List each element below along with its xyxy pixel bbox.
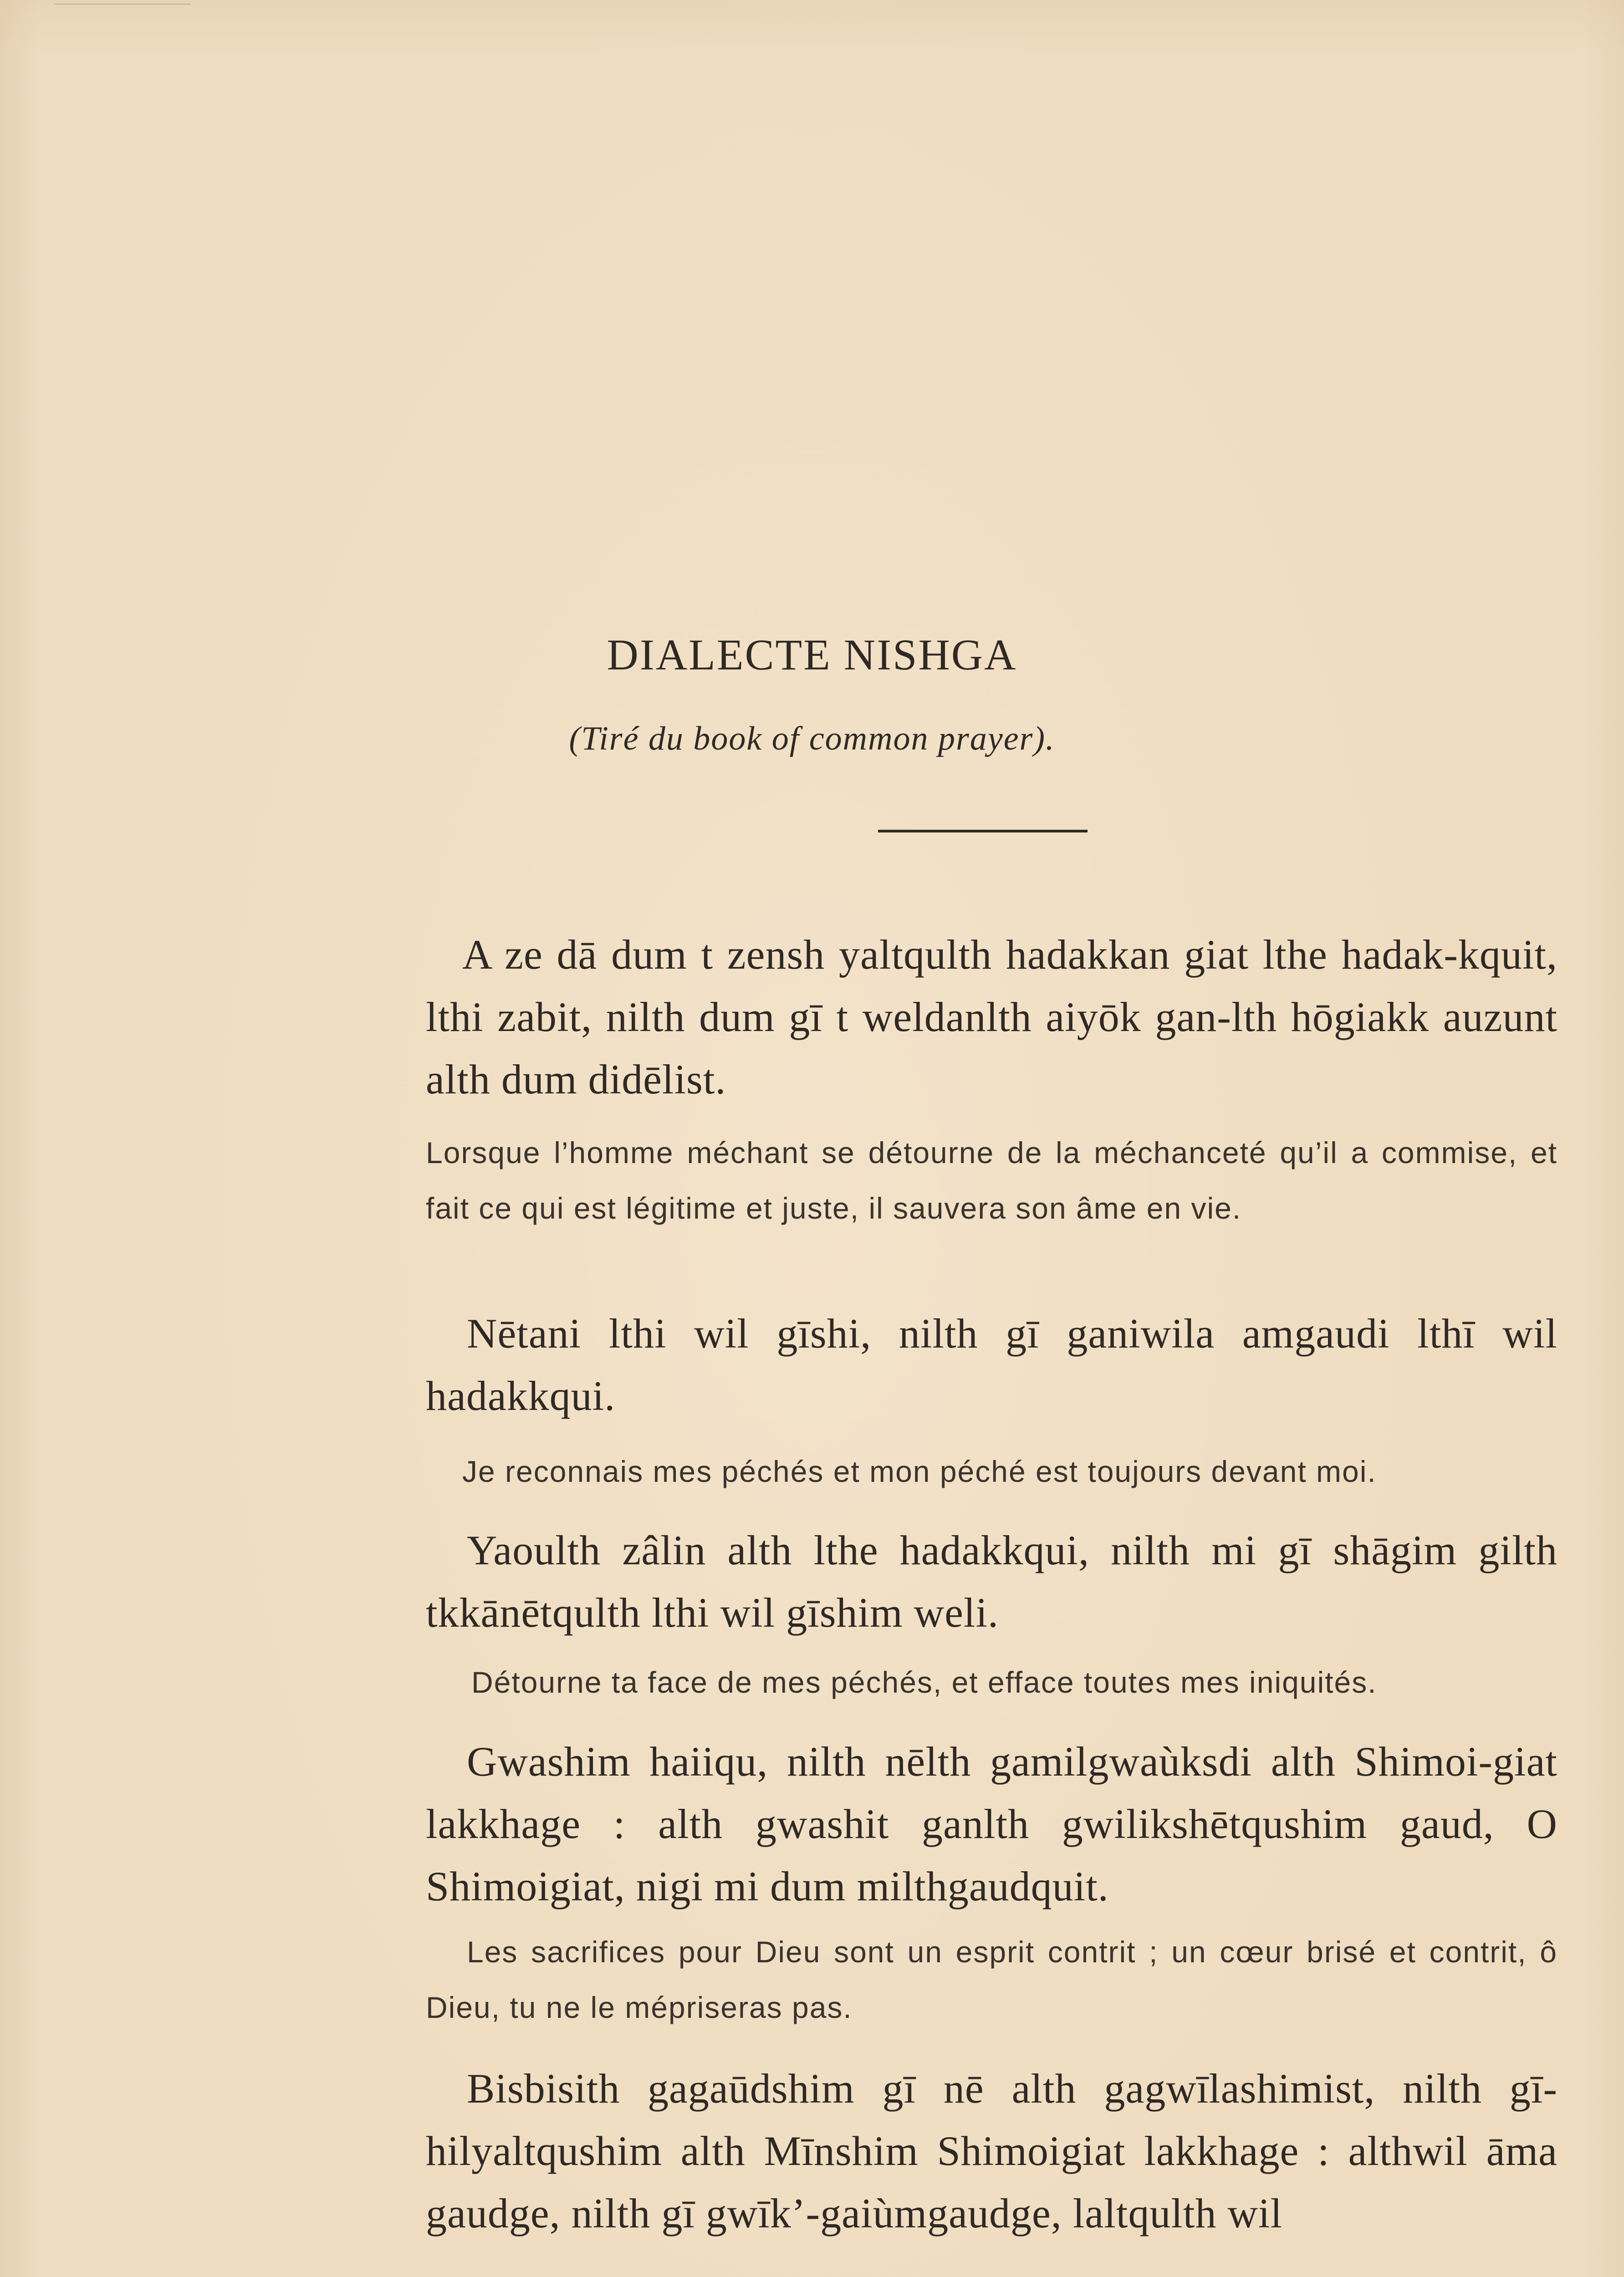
nishga-passage-4: Gwashim haiiqu, nilth nēlth gamilgwaùksdi alth Shimoi-giat lakkhage : alth gwashit ganlth gwilikshētqushim gaud, O Shimoigiat, nigi mi dum milthgaudquit. <box>426 1738 1558 1909</box>
page-subtitle: (Tiré du book of common prayer). <box>569 720 1055 757</box>
nishga-passage-1: A ze dā dum t zensh yaltqulth hadakkan giat lthe hadak-kquit, lthi zabit, nilth dum gī t weldanlth aiyōk gan-lth hōgiakk auzunt alth dum didēlist. <box>426 931 1558 1103</box>
page-edge-mark <box>54 4 190 5</box>
page-title: DIALECTE NISHGA <box>607 630 1017 679</box>
nishga-passage-3: Yaoulth zâlin alth lthe hadakkqui, nilth mi gī shāgim gilth tkkānētqulth lthi wil gīshim weli. <box>426 1527 1558 1636</box>
french-translation-2: Je reconnais mes péchés et mon péché est toujours devant moi. <box>462 1455 1377 1488</box>
title-divider-rule <box>878 830 1088 832</box>
nishga-passage-5: Bisbisith gagaūdshim gī nē alth gagwīlashimist, nilth gī-hilyaltqushim alth Mīnshim Shimoigiat lakkhage : althwil āma gaudge, nilth gī gwīk’-gaiùmgaudge, laltqulth wil <box>426 2065 1558 2236</box>
french-translation-4: Les sacrifices pour Dieu sont un esprit contrit ; un cœur brisé et contrit, ô Dieu, tu ne le mépriseras pas. <box>426 1935 1558 2024</box>
nishga-passage-2: Nētani lthi wil gīshi, nilth gī ganiwila amgaudi lthī wil hadakkqui. <box>426 1310 1558 1419</box>
french-translation-1: Lorsque l’homme méchant se détourne de la méchanceté qu’il a commise, et fait ce qui est légitime et juste, il sauvera son âme en vie. <box>426 1136 1558 1225</box>
french-translation-3: Détourne ta face de mes péchés, et efface toutes mes iniquités. <box>471 1665 1377 1699</box>
